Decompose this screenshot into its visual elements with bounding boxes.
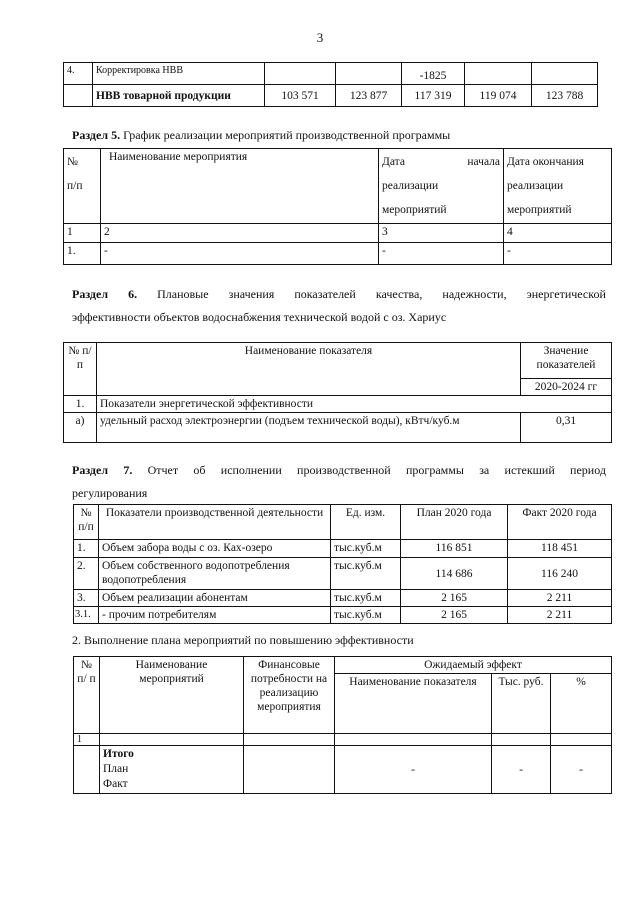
cell: 123 877 (336, 85, 402, 107)
section-5-text: График реализации мероприятий производственной программы (120, 128, 451, 142)
section-7-table (73, 504, 612, 624)
table-row (74, 540, 612, 558)
section-7-word: Отчет (147, 463, 179, 477)
section-7-word: исполнении (220, 463, 282, 477)
table-header-row (64, 149, 612, 224)
cell (244, 746, 335, 794)
section-7-title (72, 460, 606, 503)
table-row (64, 243, 612, 265)
section-6-line2: эффективности объектов водоснабжения технической водой с оз. Хариус (72, 310, 447, 324)
table-row (74, 558, 612, 590)
table-group-row (64, 396, 612, 413)
table-total-row (74, 746, 612, 794)
section-6-title (72, 284, 606, 327)
row-unit: тыс.куб.м (331, 607, 401, 624)
cell: 1. (64, 243, 101, 265)
row-plan: 2 165 (401, 590, 508, 607)
header-start-line3: мероприятий (382, 204, 447, 216)
table-row (64, 85, 598, 107)
header-plan: План 2020 года (401, 505, 508, 540)
row-fact: 2 211 (508, 590, 612, 607)
header-start-line2: реализации (382, 180, 439, 192)
row-name: удельный расход электроэнергии (подъем технической воды), кВтч/куб.м (97, 413, 521, 443)
cell: - (504, 243, 612, 265)
row-num (64, 85, 93, 107)
row-name: Объем забора воды с оз. Ках-озеро (99, 540, 331, 558)
header-name: Наименование мероприятий (100, 657, 244, 734)
row-name: Объем реализации абонентам (99, 590, 331, 607)
section-7-word: производственной (297, 463, 391, 477)
cell (336, 63, 402, 85)
section-6-table (63, 342, 612, 443)
table-header-row (74, 657, 612, 674)
section-5-table (63, 148, 612, 265)
section-7-word: программы (406, 463, 464, 477)
section-6-word: надежности, (442, 287, 507, 301)
row-unit: тыс.куб.м (331, 540, 401, 558)
table-row (74, 607, 612, 624)
section-6-word: показателей (294, 287, 356, 301)
table-row (74, 590, 612, 607)
row-unit: тыс.куб.м (331, 558, 401, 590)
row-num: а) (64, 413, 97, 443)
header-rub: Тыс. руб. (492, 674, 551, 734)
row-num: 2. (74, 558, 99, 590)
header-name: Наименование мероприятия (101, 149, 379, 224)
cell: - (101, 243, 379, 265)
header-num-line2: п/п (67, 180, 83, 192)
cell (465, 63, 532, 85)
section-6-word: Плановые (157, 287, 209, 301)
group-num: 1. (64, 396, 97, 413)
total-label: Итого (103, 748, 134, 760)
section-6-word: качества, (375, 287, 423, 301)
nvv-table (63, 62, 598, 107)
section-6-word: 6. (128, 287, 138, 301)
row-num: 1. (74, 540, 99, 558)
header-effect: Ожидаемый эффект (335, 657, 612, 674)
header-value: Значение показателей (521, 343, 612, 379)
row-unit: тыс.куб.м (331, 590, 401, 607)
index-cell: 1 (64, 224, 101, 243)
section-7-word: истекший (504, 463, 555, 477)
cell: - (379, 243, 504, 265)
section-5-label: Раздел 5. (72, 128, 121, 142)
header-end-line3: мероприятий (507, 204, 572, 216)
row-value: 0,31 (521, 413, 612, 443)
index-cell: 1 (74, 734, 100, 746)
index-cell (551, 734, 612, 746)
header-period: 2020-2024 гг (521, 379, 612, 396)
row-num: 3.1. (74, 607, 99, 624)
fact-label: Факт (103, 778, 128, 790)
row-fact: 2 211 (508, 607, 612, 624)
section-6-word: энергетической (526, 287, 606, 301)
table-index-row (64, 224, 612, 243)
section-7-word: об (193, 463, 206, 477)
header-end (504, 149, 612, 224)
cell: - (551, 746, 612, 794)
section-6-word: Раздел (72, 287, 109, 301)
plan-label: План (103, 763, 129, 775)
table-header-row (64, 343, 612, 379)
header-fin: Финансовые потребности на реализацию мероприятия (244, 657, 335, 734)
index-cell (100, 734, 244, 746)
header-num: № п/п (74, 505, 99, 540)
row-plan: 2 165 (401, 607, 508, 624)
cell: -1825 (402, 63, 465, 85)
index-cell: 3 (379, 224, 504, 243)
section-8-table (73, 656, 612, 794)
section-7-line2: регулирования (72, 486, 148, 500)
row-name: Корректировка НВВ (93, 63, 265, 85)
section-8-title: 2. Выполнение плана мероприятий по повышению эффективности (72, 633, 414, 647)
cell: - (335, 746, 492, 794)
row-plan: 116 851 (401, 540, 508, 558)
header-name: Показатели производственной деятельности (99, 505, 331, 540)
table-header-row (74, 505, 612, 540)
header-num: № п/ п (74, 657, 100, 734)
row-num: 3. (74, 590, 99, 607)
header-end-line2: реализации (507, 180, 564, 192)
index-cell: 4 (504, 224, 612, 243)
row-plan: 114 686 (401, 558, 508, 590)
cell (74, 746, 100, 794)
header-end-line1: Дата окончания (507, 156, 584, 168)
row-fact: 118 451 (508, 540, 612, 558)
page-number: 3 (316, 30, 324, 45)
total-labels (100, 746, 244, 794)
header-unit: Ед. изм. (331, 505, 401, 540)
header-start-line1 (382, 150, 500, 174)
row-name: Объем собственного водопотребления водопотребления (99, 558, 331, 590)
row-num: 4. (64, 63, 93, 85)
cell: 123 788 (532, 85, 598, 107)
header-num: № п/п (64, 343, 97, 396)
section-7-word: Раздел (72, 463, 109, 477)
index-cell (244, 734, 335, 746)
row-name: - прочим потребителям (99, 607, 331, 624)
section-7-word: за (479, 463, 490, 477)
header-num-line1: № (67, 156, 78, 168)
index-cell (492, 734, 551, 746)
cell (265, 63, 336, 85)
table-row (64, 63, 598, 85)
header-start-word1: Дата (382, 156, 405, 168)
section-6-line1 (72, 284, 606, 304)
section-7-word: 7. (123, 463, 133, 477)
section-6-word: значения (228, 287, 275, 301)
cell: 119 074 (465, 85, 532, 107)
section-7-word: период (570, 463, 606, 477)
header-name: Наименование показателя (97, 343, 521, 396)
section-5-title (72, 128, 450, 142)
row-fact: 116 240 (508, 558, 612, 590)
header-start-word2: начала (467, 156, 500, 168)
header-num (64, 149, 101, 224)
section-7-line1 (72, 460, 606, 480)
index-cell (335, 734, 492, 746)
header-start (379, 149, 504, 224)
group-name: Показатели энергетической эффективности (97, 396, 612, 413)
cell: - (492, 746, 551, 794)
header-indicator: Наименование показателя (335, 674, 492, 734)
header-pct: % (551, 674, 612, 734)
row-name: НВВ товарной продукции (93, 85, 265, 107)
cell: 117 319 (402, 85, 465, 107)
table-index-row (74, 734, 612, 746)
header-fact: Факт 2020 года (508, 505, 612, 540)
cell: 103 571 (265, 85, 336, 107)
table-row (64, 413, 612, 443)
index-cell: 2 (101, 224, 379, 243)
cell (532, 63, 598, 85)
